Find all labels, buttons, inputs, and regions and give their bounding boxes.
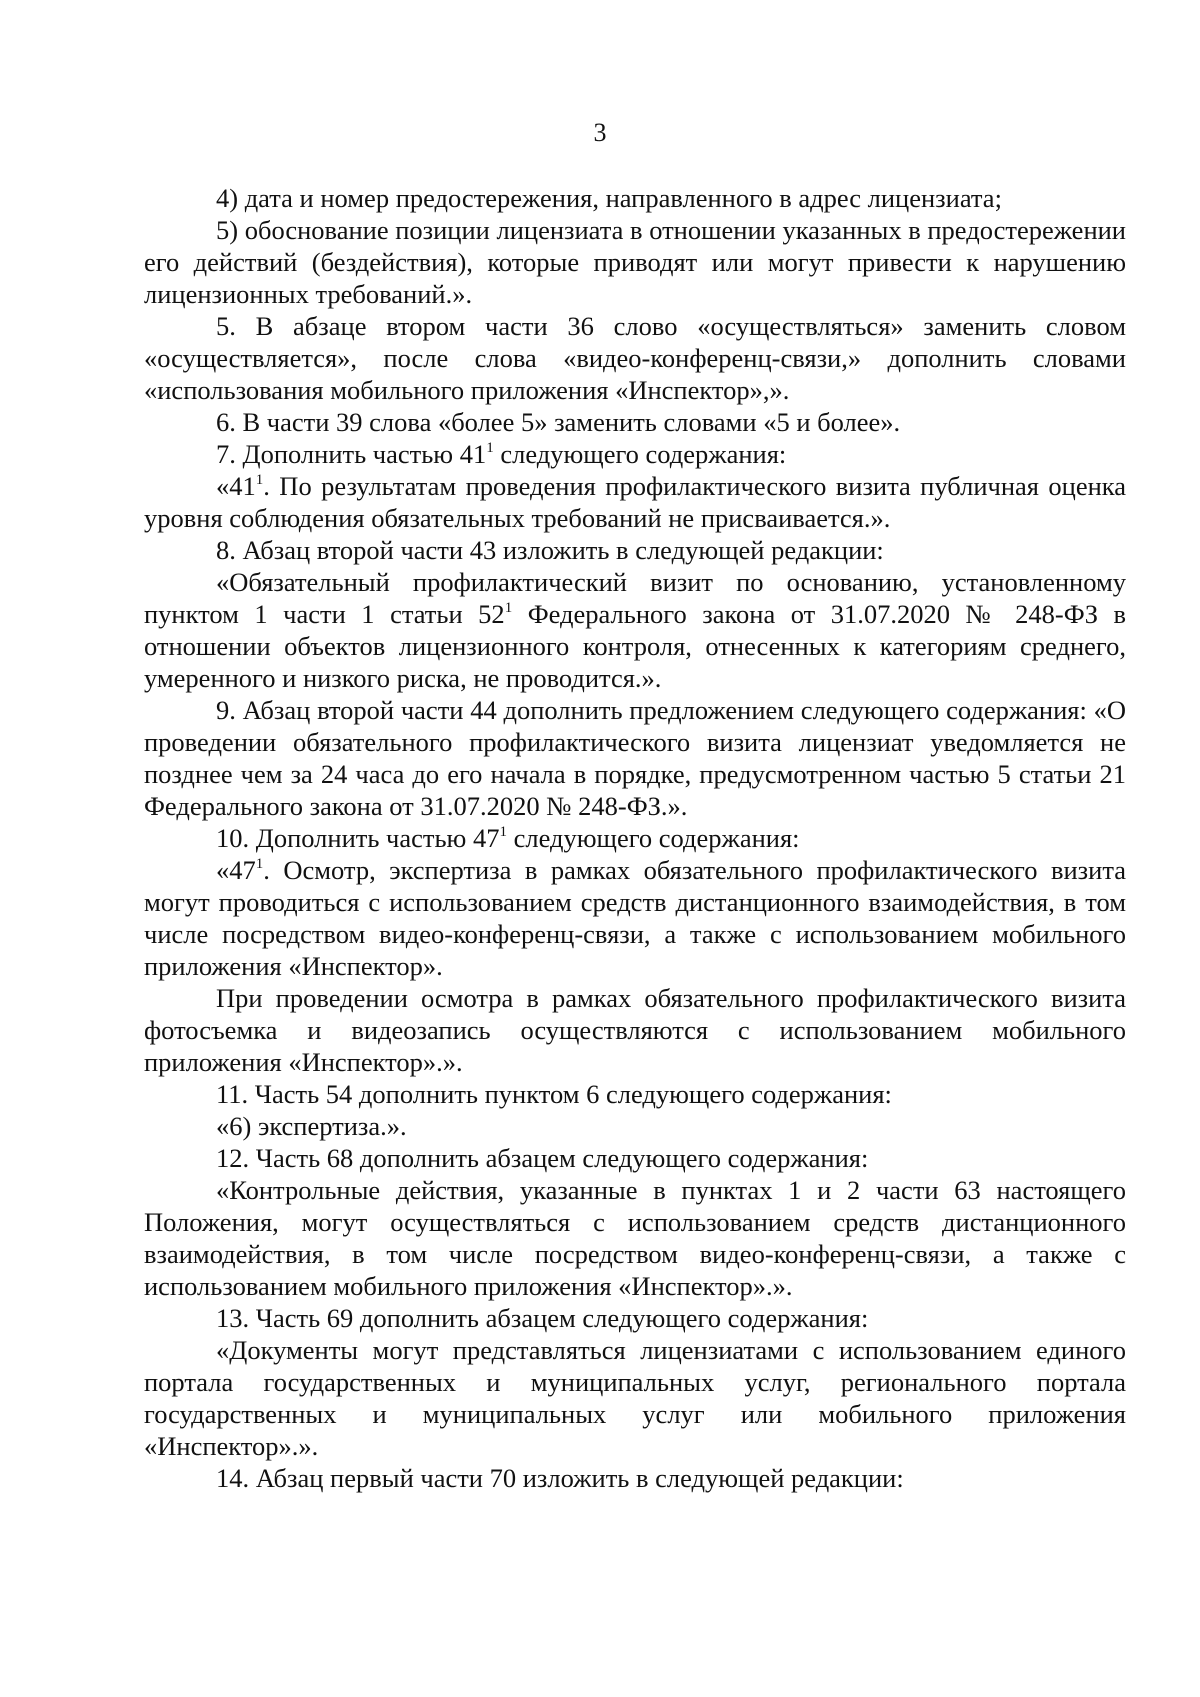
superscript: 1 <box>255 856 264 872</box>
paragraph-part-47-1: «$47^1$. Осмотр, экспертиза в рамках обязательного профилактического визита могут проводиться с использованием средств дистанционного взаимодействия, в том числе посредством видео-конференц-связи, а также с использованием мобильного приложения «Инспектор». <box>144 855 1126 981</box>
paragraph-amendment-12: 12. Часть 68 дополнить абзацем следующего содержания: <box>216 1143 869 1173</box>
paragraph-item-6-expertise: «6) экспертиза.». <box>216 1111 407 1141</box>
paragraph-amendment-9: 9. Абзац второй части 44 дополнить предложением следующего содержания: «О проведении обязательного профилактического визита лицензиат уведомляется не позднее чем за 24 часа до его начала в порядке, предусмотренном частью 5 статьи 21 Федерального закона от 31.07.2020 № 248-ФЗ.». <box>144 695 1126 821</box>
paragraph-control-actions: «Контрольные действия, указанные в пунктах 1 и 2 части 63 настоящего Положения, могут осуществляться с использованием средств дистанционного взаимодействия, в том числе посредством видео-конференц-связи, а также с использованием мобильного приложения «Инспектор».». <box>144 1175 1126 1301</box>
paragraph-amendment-13: 13. Часть 69 дополнить абзацем следующего содержания: <box>216 1303 869 1333</box>
paragraph-item-4: 4) дата и номер предостережения, направленного в адрес лицензиата; <box>216 183 1002 213</box>
paragraph-amendment-14: 14. Абзац первый части 70 изложить в следующей редакции: <box>216 1463 904 1493</box>
paragraph-part-43-text: «Обязательный профилактический визит по основанию, установленному пунктом 1 части 1 статьи $52^1$ Федерального закона от 31.07.2020 № 248-ФЗ в отношении объектов лицензионного контроля, отнесенных к категориям среднего, умеренного и низкого риска, не проводится.». <box>144 567 1127 693</box>
document-body <box>144 182 1126 1494</box>
superscript: 1 <box>499 824 507 840</box>
paragraph-amendment-8: 8. Абзац второй части 43 изложить в следующей редакции: <box>216 535 884 565</box>
superscript: 1 <box>486 440 494 456</box>
paragraph-amendment-6: 6. В части 39 слова «более 5» заменить словами «5 и более». <box>216 407 901 437</box>
paragraph-amendment-5: 5. В абзаце втором части 36 слово «осуществляться» заменить словом «осуществляется», после слова «видео-конференц-связи,» дополнить словами «использования мобильного приложения «Инспектор»,». <box>144 311 1126 405</box>
superscript: 1 <box>504 600 513 616</box>
paragraph-part-41-1: «$41^1$. По результатам проведения профилактического визита публичная оценка уровня соблюдения обязательных требований не присваивается.». <box>144 471 1126 533</box>
paragraph-inspection-photo: При проведении осмотра в рамках обязательного профилактического визита фотосъемка и видеозапись осуществляются с использованием мобильного приложения «Инспектор».». <box>144 983 1126 1077</box>
paragraph-item-5: 5) обоснование позиции лицензиата в отношении указанных в предостережении его действий (бездействия), которые приводят или могут привести к нарушению лицензионных требований.». <box>144 215 1126 309</box>
paragraph-amendment-7: 7. Дополнить частью $41^1$ следующего содержания: <box>216 439 787 469</box>
paragraph-amendment-11: 11. Часть 54 дополнить пунктом 6 следующего содержания: <box>216 1079 892 1109</box>
superscript: 1 <box>255 472 264 488</box>
page-number: 3 <box>593 118 607 147</box>
paragraph-documents: «Документы могут представляться лицензиатами с использованием единого портала государственных и муниципальных услуг, регионального портала государственных и муниципальных услуг или мобильного приложения «Инспектор».». <box>144 1335 1126 1461</box>
paragraph-amendment-10: 10. Дополнить частью $47^1$ следующего содержания: <box>216 823 800 853</box>
